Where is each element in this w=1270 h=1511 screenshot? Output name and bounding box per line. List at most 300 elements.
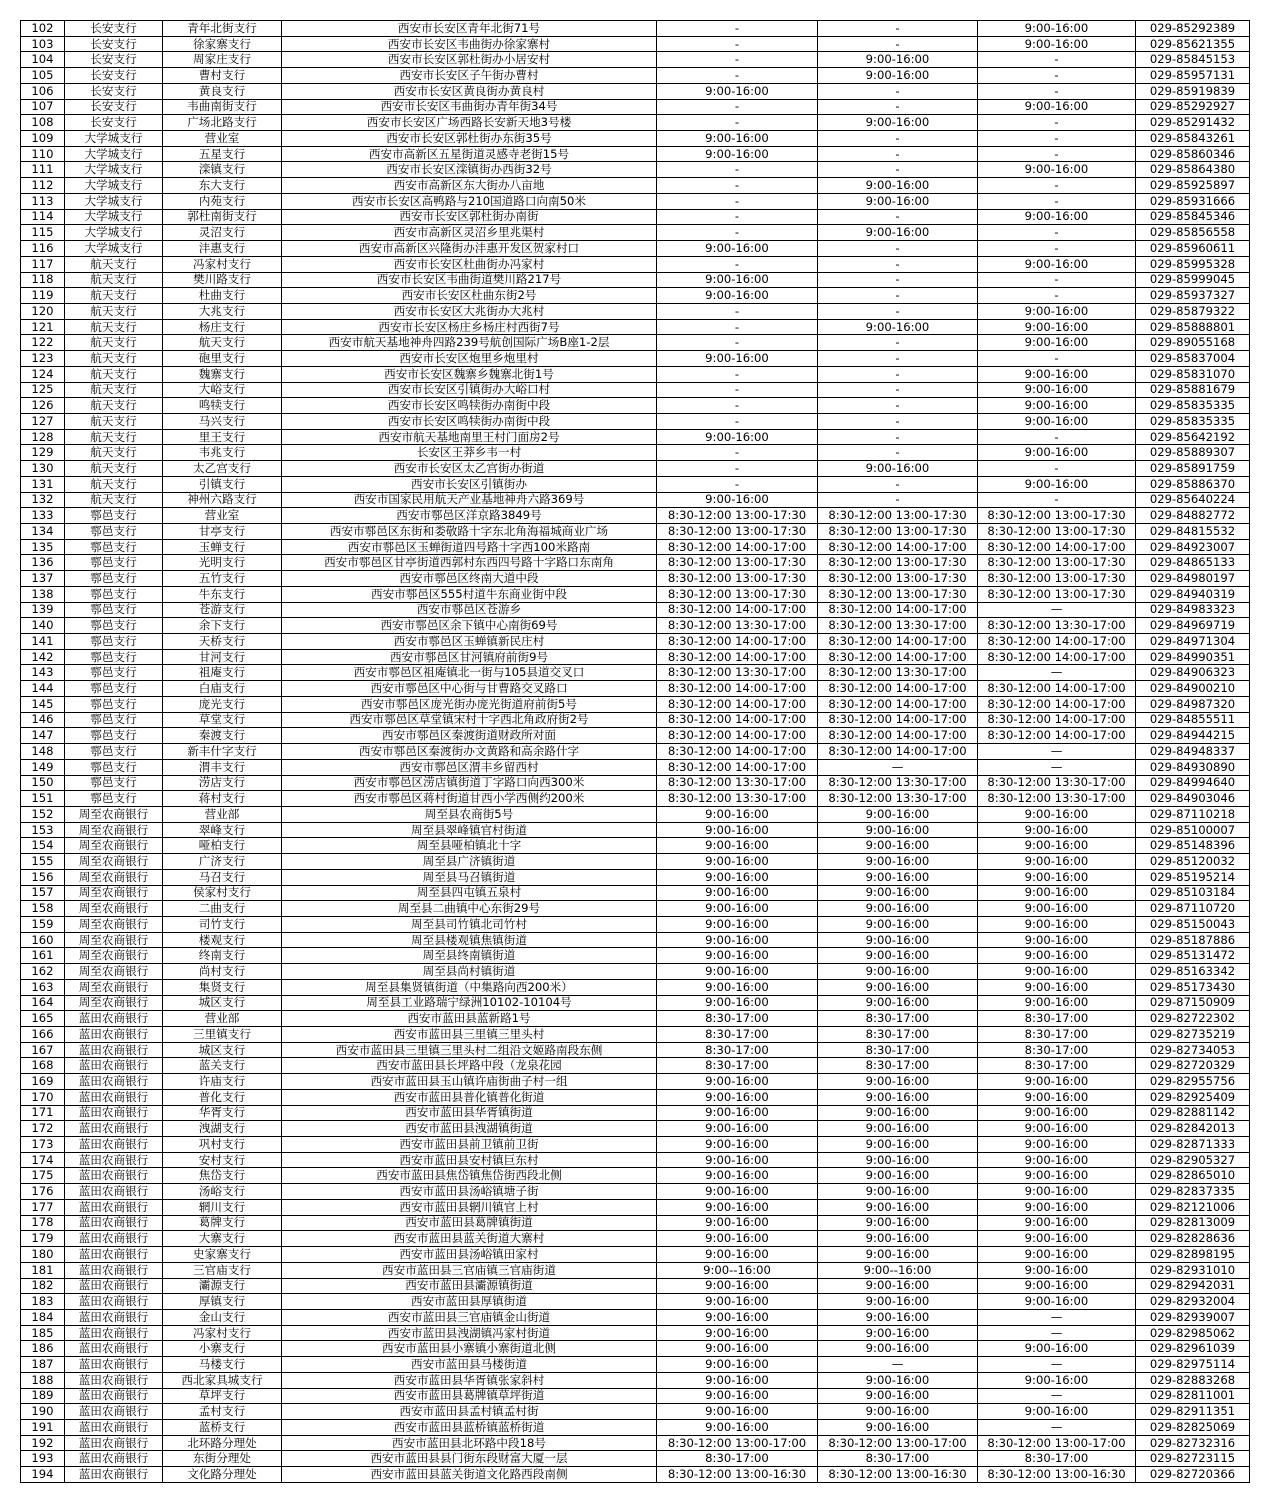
branch-group-cell: 航天支行 — [65, 319, 163, 335]
table-body — [21, 21, 1250, 1483]
hours-col-2-cell: 9:00-16:00 — [818, 1231, 978, 1247]
hours-col-3-cell: 9:00-16:00 — [978, 1341, 1136, 1357]
hours-col-3-cell: 9:00-16:00 — [978, 901, 1136, 917]
table-row — [21, 193, 1250, 209]
branch-group-cell: 蓝田农商银行 — [65, 1168, 163, 1184]
hours-col-2-cell: - — [818, 131, 978, 147]
table-row — [21, 256, 1250, 272]
branch-name-cell: 樊川路支行 — [163, 272, 282, 288]
branch-name-cell: 韦曲南街支行 — [163, 99, 282, 115]
phone-number-cell: 029-85621355 — [1136, 36, 1250, 52]
branch-name-cell: 大兆支行 — [163, 303, 282, 319]
branch-name-cell: 金山支行 — [163, 1309, 282, 1325]
row-number-cell: 106 — [21, 83, 65, 99]
hours-col-3-cell: 9:00-16:00 — [978, 209, 1136, 225]
branch-name-cell: 马召支行 — [163, 869, 282, 885]
branch-group-cell: 周至农商银行 — [65, 854, 163, 870]
branch-name-cell: 青年北街支行 — [163, 21, 282, 37]
table-row — [21, 1435, 1250, 1451]
row-number-cell: 147 — [21, 728, 65, 744]
hours-col-1-cell: 9:00-16:00 — [657, 1341, 818, 1357]
branch-name-cell: 东街分理处 — [163, 1451, 282, 1467]
table-row — [21, 1278, 1250, 1294]
branch-group-cell: 蓝田农商银行 — [65, 1372, 163, 1388]
hours-col-3-cell: 9:00-16:00 — [978, 1152, 1136, 1168]
table-row — [21, 382, 1250, 398]
hours-col-1-cell: 9:00-16:00 — [657, 146, 818, 162]
hours-col-1-cell: 8:30-12:00 13:00-17:30 — [657, 586, 818, 602]
table-row — [21, 1074, 1250, 1090]
branch-address-cell: 西安市长安区杜曲东街2号 — [282, 288, 657, 304]
hours-col-3-cell: 8:30-12:00 13:00-17:00 — [978, 1435, 1136, 1451]
row-number-cell: 115 — [21, 225, 65, 241]
row-number-cell: 163 — [21, 979, 65, 995]
hours-col-3-cell: 9:00-16:00 — [978, 99, 1136, 115]
branch-group-cell: 大学城支行 — [65, 241, 163, 257]
branch-address-cell: 西安市长安区杜曲街办冯家村 — [282, 256, 657, 272]
phone-number-cell: 029-84980197 — [1136, 571, 1250, 587]
branch-name-cell: 小寨支行 — [163, 1341, 282, 1357]
row-number-cell: 192 — [21, 1435, 65, 1451]
phone-number-cell: 029-82720366 — [1136, 1467, 1250, 1483]
branch-group-cell: 蓝田农商银行 — [65, 1388, 163, 1404]
branch-group-cell: 大学城支行 — [65, 146, 163, 162]
hours-col-3-cell: — — [978, 759, 1136, 775]
phone-number-cell: 029-85845346 — [1136, 209, 1250, 225]
hours-col-2-cell: 9:00-16:00 — [818, 932, 978, 948]
hours-col-2-cell: 8:30-17:00 — [818, 1042, 978, 1058]
phone-number-cell: 029-82939007 — [1136, 1309, 1250, 1325]
phone-number-cell: 029-82911351 — [1136, 1404, 1250, 1420]
hours-col-1-cell: 9:00-16:00 — [657, 1089, 818, 1105]
table-row — [21, 1309, 1250, 1325]
row-number-cell: 141 — [21, 634, 65, 650]
hours-col-2-cell: 8:30-12:00 13:00-17:30 — [818, 524, 978, 540]
phone-number-cell: 029-89055168 — [1136, 335, 1250, 351]
branch-group-cell: 鄠邑支行 — [65, 759, 163, 775]
hours-col-3-cell: — — [978, 1388, 1136, 1404]
hours-col-2-cell: 9:00-16:00 — [818, 1404, 978, 1420]
table-row — [21, 36, 1250, 52]
phone-number-cell: 029-85937327 — [1136, 288, 1250, 304]
hours-col-3-cell: 8:30-12:00 14:00-17:00 — [978, 539, 1136, 555]
hours-col-3-cell: 9:00-16:00 — [978, 366, 1136, 382]
branch-address-cell: 西安市蓝田县三官庙镇金山街道 — [282, 1309, 657, 1325]
row-number-cell: 133 — [21, 508, 65, 524]
phone-number-cell: 029-85120032 — [1136, 854, 1250, 870]
table-row — [21, 351, 1250, 367]
branch-group-cell: 鄠邑支行 — [65, 602, 163, 618]
hours-col-1-cell: 9:00-16:00 — [657, 885, 818, 901]
hours-col-3-cell: 9:00-16:00 — [978, 1262, 1136, 1278]
hours-col-1-cell: 9:00-16:00 — [657, 272, 818, 288]
hours-col-2-cell: 9:00-16:00 — [818, 52, 978, 68]
branch-address-cell: 西安市鄠邑区余下镇中心南街69号 — [282, 618, 657, 634]
phone-number-cell: 029-85843261 — [1136, 131, 1250, 147]
hours-col-2-cell: - — [818, 256, 978, 272]
branch-group-cell: 蓝田农商银行 — [65, 1137, 163, 1153]
phone-number-cell: 029-84930890 — [1136, 759, 1250, 775]
branch-name-cell: 普化支行 — [163, 1089, 282, 1105]
phone-number-cell: 029-82985062 — [1136, 1325, 1250, 1341]
hours-col-2-cell: - — [818, 429, 978, 445]
branch-group-cell: 周至农商银行 — [65, 948, 163, 964]
hours-col-2-cell: 9:00-16:00 — [818, 1325, 978, 1341]
hours-col-3-cell: 8:30-12:00 14:00-17:00 — [978, 649, 1136, 665]
table-row — [21, 1388, 1250, 1404]
row-number-cell: 164 — [21, 995, 65, 1011]
hours-col-3-cell: 9:00-16:00 — [978, 1231, 1136, 1247]
branch-group-cell: 蓝田农商银行 — [65, 1247, 163, 1263]
hours-col-1-cell: 9:00-16:00 — [657, 429, 818, 445]
table-row — [21, 869, 1250, 885]
branch-name-cell: 营业部 — [163, 1011, 282, 1027]
branch-name-cell: 东大支行 — [163, 178, 282, 194]
phone-number-cell: 029-82723115 — [1136, 1451, 1250, 1467]
hours-col-1-cell: 8:30-17:00 — [657, 1451, 818, 1467]
table-row — [21, 1168, 1250, 1184]
row-number-cell: 162 — [21, 964, 65, 980]
hours-col-1-cell: - — [657, 445, 818, 461]
hours-col-1-cell: - — [657, 52, 818, 68]
branch-address-cell: 西安市蓝田县蓝桥镇蓝桥街道 — [282, 1419, 657, 1435]
hours-col-1-cell: 9:00-16:00 — [657, 1168, 818, 1184]
branch-address-cell: 西安市航天基地南里王村门面房2号 — [282, 429, 657, 445]
hours-col-3-cell: - — [978, 193, 1136, 209]
phone-number-cell: 029-82825069 — [1136, 1419, 1250, 1435]
branch-name-cell: 砲里支行 — [163, 351, 282, 367]
branch-address-cell: 西安市鄠邑区玉蝉街道四号路十字西100米路南 — [282, 539, 657, 555]
branch-name-cell: 韦兆支行 — [163, 445, 282, 461]
branch-name-cell: 甘河支行 — [163, 649, 282, 665]
hours-col-1-cell: 9:00-16:00 — [657, 1372, 818, 1388]
hours-col-3-cell: 9:00-16:00 — [978, 1184, 1136, 1200]
branch-name-cell: 文化路分理处 — [163, 1467, 282, 1483]
branch-name-cell: 草坪支行 — [163, 1388, 282, 1404]
hours-col-1-cell: 8:30-12:00 13:00-17:00 — [657, 1435, 818, 1451]
table-row — [21, 555, 1250, 571]
hours-col-2-cell: 9:00-16:00 — [818, 885, 978, 901]
branch-name-cell: 广济支行 — [163, 854, 282, 870]
phone-number-cell: 029-87110218 — [1136, 806, 1250, 822]
phone-number-cell: 029-84940319 — [1136, 586, 1250, 602]
row-number-cell: 155 — [21, 854, 65, 870]
branch-group-cell: 周至农商银行 — [65, 869, 163, 885]
branch-group-cell: 鄠邑支行 — [65, 791, 163, 807]
hours-col-3-cell: — — [978, 1357, 1136, 1373]
hours-col-2-cell: 9:00-16:00 — [818, 115, 978, 131]
branch-address-cell: 西安市高新区兴隆街办沣惠开发区贺家村口 — [282, 241, 657, 257]
branch-name-cell: 牛东支行 — [163, 586, 282, 602]
hours-col-2-cell: 8:30-12:00 13:00-17:30 — [818, 555, 978, 571]
row-number-cell: 138 — [21, 586, 65, 602]
branch-address-cell: 西安市蓝田县长坪路中段（龙泉花园 — [282, 1058, 657, 1074]
branch-name-cell: 黄良支行 — [163, 83, 282, 99]
branch-name-cell: 五竹支行 — [163, 571, 282, 587]
branch-name-cell: 灵沼支行 — [163, 225, 282, 241]
branch-address-cell: 西安市航天基地神舟四路239号航创国际广场B座1-2层 — [282, 335, 657, 351]
hours-col-1-cell: - — [657, 256, 818, 272]
phone-number-cell: 029-85292927 — [1136, 99, 1250, 115]
hours-col-1-cell: 9:00-16:00 — [657, 1199, 818, 1215]
hours-col-3-cell: - — [978, 83, 1136, 99]
table-row — [21, 1467, 1250, 1483]
row-number-cell: 174 — [21, 1152, 65, 1168]
hours-col-2-cell: 9:00-16:00 — [818, 1074, 978, 1090]
hours-col-1-cell: 9:00-16:00 — [657, 288, 818, 304]
branch-address-cell: 周至县集贤镇街道（中集路向西200米） — [282, 979, 657, 995]
branch-name-cell: 祖庵支行 — [163, 665, 282, 681]
hours-col-2-cell: 8:30-12:00 13:30-17:00 — [818, 618, 978, 634]
branch-group-cell: 长安支行 — [65, 115, 163, 131]
hours-col-3-cell: 8:30-12:00 13:00-17:30 — [978, 586, 1136, 602]
row-number-cell: 137 — [21, 571, 65, 587]
hours-col-1-cell: - — [657, 476, 818, 492]
hours-col-3-cell: - — [978, 52, 1136, 68]
hours-col-1-cell: - — [657, 413, 818, 429]
row-number-cell: 186 — [21, 1341, 65, 1357]
branch-name-cell: 翠峰支行 — [163, 822, 282, 838]
row-number-cell: 151 — [21, 791, 65, 807]
table-row — [21, 712, 1250, 728]
branch-group-cell: 鄠邑支行 — [65, 665, 163, 681]
table-row — [21, 162, 1250, 178]
table-row — [21, 1372, 1250, 1388]
hours-col-3-cell: - — [978, 131, 1136, 147]
phone-number-cell: 029-84969719 — [1136, 618, 1250, 634]
branch-name-cell: 马兴支行 — [163, 413, 282, 429]
hours-col-1-cell: 8:30-12:00 14:00-17:00 — [657, 539, 818, 555]
table-row — [21, 791, 1250, 807]
table-row — [21, 916, 1250, 932]
branch-address-cell: 西安市长安区韦曲街办徐家寨村 — [282, 36, 657, 52]
hours-col-2-cell: 8:30-12:00 13:00-16:30 — [818, 1467, 978, 1483]
hours-col-1-cell: 9:00-16:00 — [657, 131, 818, 147]
branch-group-cell: 周至农商银行 — [65, 806, 163, 822]
branch-group-cell: 周至农商银行 — [65, 822, 163, 838]
phone-number-cell: 029-84987320 — [1136, 696, 1250, 712]
branch-name-cell: 杨庄支行 — [163, 319, 282, 335]
branch-group-cell: 航天支行 — [65, 335, 163, 351]
row-number-cell: 153 — [21, 822, 65, 838]
hours-col-2-cell: 9:00-16:00 — [818, 1278, 978, 1294]
branch-name-cell: 灞源支行 — [163, 1278, 282, 1294]
phone-number-cell: 029-87150909 — [1136, 995, 1250, 1011]
hours-col-3-cell: 9:00-16:00 — [978, 932, 1136, 948]
phone-number-cell: 029-84903046 — [1136, 791, 1250, 807]
branch-group-cell: 蓝田农商银行 — [65, 1294, 163, 1310]
row-number-cell: 168 — [21, 1058, 65, 1074]
hours-col-1-cell: 9:00-16:00 — [657, 822, 818, 838]
hours-col-3-cell: 9:00-16:00 — [978, 303, 1136, 319]
branch-address-cell: 西安市长安区韦曲街办青年街34号 — [282, 99, 657, 115]
table-row — [21, 131, 1250, 147]
table-row — [21, 272, 1250, 288]
branch-group-cell: 鄠邑支行 — [65, 555, 163, 571]
branch-address-cell: 西安市鄠邑区甘河镇府前街9号 — [282, 649, 657, 665]
branch-address-cell: 西安市鄠邑区秦渡街办文黄路和高余路什字 — [282, 744, 657, 760]
branch-name-cell: 内苑支行 — [163, 193, 282, 209]
branch-address-cell: 西安市蓝田县华胥镇街道 — [282, 1105, 657, 1121]
branch-name-cell: 营业部 — [163, 806, 282, 822]
branch-address-cell: 周至县楼观镇焦镇街道 — [282, 932, 657, 948]
phone-number-cell: 029-85931666 — [1136, 193, 1250, 209]
hours-col-1-cell: - — [657, 115, 818, 131]
hours-col-1-cell: 9:00-16:00 — [657, 1404, 818, 1420]
branch-address-cell: 西安市蓝田县洩湖镇冯家村街道 — [282, 1325, 657, 1341]
hours-col-2-cell: - — [818, 492, 978, 508]
phone-number-cell: 029-84923007 — [1136, 539, 1250, 555]
branch-address-cell: 西安市高新区灵沼乡里兆渠村 — [282, 225, 657, 241]
branch-group-cell: 长安支行 — [65, 99, 163, 115]
branch-group-cell: 蓝田农商银行 — [65, 1089, 163, 1105]
branch-name-cell: 冯家村支行 — [163, 256, 282, 272]
row-number-cell: 178 — [21, 1215, 65, 1231]
hours-col-2-cell: 9:00--16:00 — [818, 1262, 978, 1278]
hours-col-3-cell: 9:00-16:00 — [978, 1137, 1136, 1153]
hours-col-3-cell: 9:00-16:00 — [978, 806, 1136, 822]
row-number-cell: 148 — [21, 744, 65, 760]
table-row — [21, 52, 1250, 68]
table-row — [21, 1294, 1250, 1310]
branch-group-cell: 鄠邑支行 — [65, 728, 163, 744]
hours-col-3-cell: 8:30-12:00 14:00-17:00 — [978, 681, 1136, 697]
hours-col-1-cell: 9:00-16:00 — [657, 1105, 818, 1121]
branch-name-cell: 广场北路支行 — [163, 115, 282, 131]
table-row — [21, 1027, 1250, 1043]
branch-name-cell: 五星支行 — [163, 146, 282, 162]
hours-col-3-cell: 9:00-16:00 — [978, 869, 1136, 885]
hours-col-1-cell: 8:30-17:00 — [657, 1027, 818, 1043]
table-row — [21, 21, 1250, 37]
table-row — [21, 461, 1250, 477]
phone-number-cell: 029-82722302 — [1136, 1011, 1250, 1027]
branch-group-cell: 长安支行 — [65, 83, 163, 99]
branch-name-cell: 新丰什字支行 — [163, 744, 282, 760]
row-number-cell: 172 — [21, 1121, 65, 1137]
branch-hours-table — [20, 20, 1250, 1483]
branch-group-cell: 长安支行 — [65, 68, 163, 84]
table-row — [21, 1121, 1250, 1137]
table-row — [21, 288, 1250, 304]
phone-number-cell: 029-82871333 — [1136, 1137, 1250, 1153]
row-number-cell: 129 — [21, 445, 65, 461]
phone-number-cell: 029-82837335 — [1136, 1184, 1250, 1200]
phone-number-cell: 029-82955756 — [1136, 1074, 1250, 1090]
hours-col-3-cell: 9:00-16:00 — [978, 1372, 1136, 1388]
branch-group-cell: 长安支行 — [65, 21, 163, 37]
row-number-cell: 110 — [21, 146, 65, 162]
branch-name-cell: 尚村支行 — [163, 964, 282, 980]
branch-address-cell: 周至县翠峰镇官村街道 — [282, 822, 657, 838]
table-row — [21, 806, 1250, 822]
row-number-cell: 130 — [21, 461, 65, 477]
row-number-cell: 160 — [21, 932, 65, 948]
phone-number-cell: 029-85835335 — [1136, 398, 1250, 414]
branch-name-cell: 鸣犊支行 — [163, 398, 282, 414]
branch-name-cell: 余下支行 — [163, 618, 282, 634]
table-row — [21, 696, 1250, 712]
phone-number-cell: 029-85886370 — [1136, 476, 1250, 492]
branch-group-cell: 航天支行 — [65, 272, 163, 288]
hours-col-1-cell: - — [657, 303, 818, 319]
branch-name-cell: 集贤支行 — [163, 979, 282, 995]
row-number-cell: 119 — [21, 288, 65, 304]
hours-col-3-cell: 8:30-12:00 13:00-17:30 — [978, 571, 1136, 587]
phone-number-cell: 029-82732316 — [1136, 1435, 1250, 1451]
phone-number-cell: 029-82961039 — [1136, 1341, 1250, 1357]
branch-address-cell: 西安市长安区大兆街办大兆村 — [282, 303, 657, 319]
hours-col-2-cell: 9:00-16:00 — [818, 1199, 978, 1215]
hours-col-1-cell: 9:00-16:00 — [657, 1121, 818, 1137]
branch-name-cell: 大峪支行 — [163, 382, 282, 398]
hours-col-2-cell: 9:00-16:00 — [818, 1309, 978, 1325]
hours-col-1-cell: 9:00-16:00 — [657, 83, 818, 99]
row-number-cell: 139 — [21, 602, 65, 618]
branch-group-cell: 蓝田农商银行 — [65, 1325, 163, 1341]
branch-group-cell: 大学城支行 — [65, 193, 163, 209]
table-row — [21, 398, 1250, 414]
row-number-cell: 190 — [21, 1404, 65, 1420]
branch-address-cell: 西安市鄠邑区涝店镇街道丁字路口向西300米 — [282, 775, 657, 791]
branch-group-cell: 蓝田农商银行 — [65, 1419, 163, 1435]
branch-address-cell: 西安市长安区炮里乡炮里村 — [282, 351, 657, 367]
branch-address-cell: 西安市蓝田县洩湖镇街道 — [282, 1121, 657, 1137]
phone-number-cell: 029-85919839 — [1136, 83, 1250, 99]
table-row — [21, 1152, 1250, 1168]
row-number-cell: 116 — [21, 241, 65, 257]
hours-col-2-cell: 9:00-16:00 — [818, 1184, 978, 1200]
hours-col-1-cell: - — [657, 36, 818, 52]
hours-col-1-cell: 9:00-16:00 — [657, 1247, 818, 1263]
branch-group-cell: 航天支行 — [65, 256, 163, 272]
table-row — [21, 932, 1250, 948]
hours-col-3-cell: 9:00-16:00 — [978, 476, 1136, 492]
hours-col-3-cell: 9:00-16:00 — [978, 1199, 1136, 1215]
row-number-cell: 145 — [21, 696, 65, 712]
phone-number-cell: 029-82975114 — [1136, 1357, 1250, 1373]
hours-col-1-cell: 9:00-16:00 — [657, 351, 818, 367]
hours-col-1-cell: 8:30-12:00 13:30-17:00 — [657, 618, 818, 634]
row-number-cell: 179 — [21, 1231, 65, 1247]
phone-number-cell: 029-82828636 — [1136, 1231, 1250, 1247]
hours-col-3-cell: 9:00-16:00 — [978, 979, 1136, 995]
row-number-cell: 109 — [21, 131, 65, 147]
hours-col-1-cell: 9:00-16:00 — [657, 1278, 818, 1294]
hours-col-1-cell: 9:00-16:00 — [657, 1231, 818, 1247]
hours-col-3-cell: 9:00-16:00 — [978, 256, 1136, 272]
row-number-cell: 118 — [21, 272, 65, 288]
hours-col-2-cell: 9:00-16:00 — [818, 1247, 978, 1263]
table-row — [21, 68, 1250, 84]
table-row — [21, 429, 1250, 445]
branch-group-cell: 鄠邑支行 — [65, 571, 163, 587]
branch-group-cell: 鄠邑支行 — [65, 649, 163, 665]
hours-col-2-cell: 9:00-16:00 — [818, 838, 978, 854]
hours-col-2-cell: - — [818, 351, 978, 367]
hours-col-1-cell: 8:30-17:00 — [657, 1058, 818, 1074]
branch-name-cell: 北环路分理处 — [163, 1435, 282, 1451]
hours-col-1-cell: - — [657, 178, 818, 194]
row-number-cell: 161 — [21, 948, 65, 964]
phone-number-cell: 029-85888801 — [1136, 319, 1250, 335]
branch-name-cell: 秦渡支行 — [163, 728, 282, 744]
hours-col-2-cell: 8:30-12:00 13:00-17:00 — [818, 1435, 978, 1451]
row-number-cell: 103 — [21, 36, 65, 52]
hours-col-3-cell: - — [978, 492, 1136, 508]
hours-col-3-cell: - — [978, 241, 1136, 257]
branch-group-cell: 蓝田农商银行 — [65, 1278, 163, 1294]
